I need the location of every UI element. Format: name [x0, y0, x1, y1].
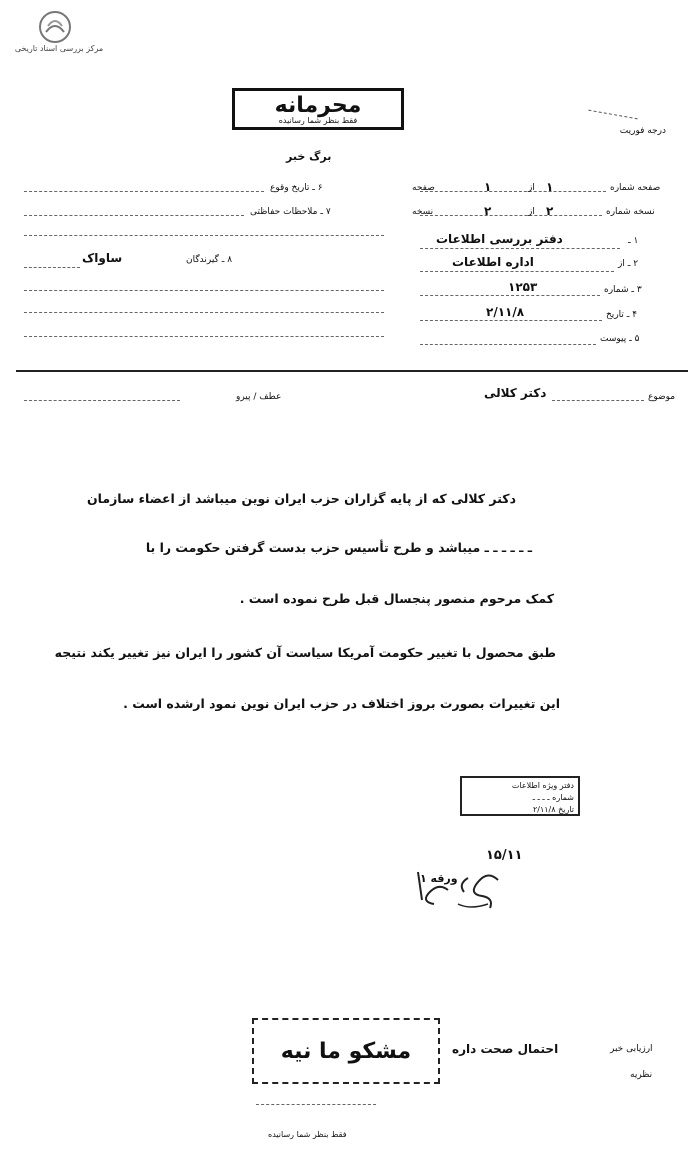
field-line — [420, 271, 614, 272]
field-suffix: صفحه — [412, 183, 435, 193]
body-line-5: این تغییرات بصورت بروز اختلاف در حزب ایران نوین نمود ارشده است . — [123, 696, 560, 711]
field-value-from: اداره اطلاعات — [452, 255, 534, 269]
field-value-date: ۲/۱۱/۸ — [486, 305, 525, 319]
signature-text: ورقه ۱ — [420, 872, 458, 885]
stamp-title: محرمانه — [274, 92, 362, 118]
field-label-from: ۲ ـ از — [618, 259, 639, 269]
field-label-page: صفحه شماره — [610, 183, 661, 193]
bottom-stamp-text: مشکو ما نیه — [280, 1038, 412, 1064]
field-line — [420, 295, 600, 296]
receipt-line-3: تاریخ ۲/۱۱/۸ — [532, 805, 574, 814]
field-label-1: ۱ ـ — [628, 236, 639, 246]
classification-stamp — [232, 88, 404, 130]
body-line-1: دکتر کلالی که از پایه گزاران حزب ایران نوین میباشد از اعضاء سازمان — [86, 491, 516, 506]
field-value-of: ۲ — [484, 204, 492, 218]
field-line — [420, 344, 596, 345]
form-title: برگ خبر — [286, 150, 332, 163]
handwritten-signature-icon — [398, 860, 538, 920]
field-line — [420, 320, 602, 321]
subject-value: دکتر کلالی — [484, 386, 547, 400]
opinion-label: نظریه — [630, 1070, 653, 1080]
field-line — [420, 191, 606, 192]
field-label-copy: نسخه شماره — [606, 207, 655, 217]
field-line — [420, 248, 620, 249]
subject-label: موضوع — [648, 392, 676, 402]
evaluation-label: احتمال صحت داره — [452, 1042, 559, 1056]
receipt-stamp — [460, 776, 580, 816]
field-line — [24, 290, 384, 291]
field-line — [24, 235, 384, 236]
field-label-of: از — [528, 183, 535, 193]
degree-label: درجه فوریت — [619, 126, 666, 136]
field-suffix: نسخه — [412, 207, 434, 217]
field-label-recipients: ۸ ـ گیرندگان — [186, 255, 233, 265]
body-line-2: ـ ـ ـ ـ ـ ـ میباشد و طرح تأسیس حزب بدست گرفتن حکومت را با — [145, 540, 532, 555]
field-line — [420, 215, 602, 216]
body-line-4: طبق محصول با تغییر حکومت آمریکا سیاست آن کشور را ایران نیز تغییر یکند نتیجه — [54, 645, 556, 660]
field-label-of: از — [528, 207, 535, 217]
field-line — [24, 312, 384, 313]
field-value-copy: ۲ — [546, 204, 554, 218]
degree-underline — [588, 110, 637, 120]
watermark-text: مرکز بررسی اسناد تاریخی — [14, 44, 104, 53]
field-label-attachment: ۵ ـ پیوست — [600, 334, 640, 344]
field-label-number: ۳ ـ شماره — [604, 285, 642, 295]
field-line — [24, 267, 80, 268]
field-value-recipients: ساواک — [82, 251, 123, 265]
body-line-3: کمک مرحوم منصور پنجسال قبل طرح نموده است . — [239, 591, 554, 606]
bottom-stamp — [252, 1018, 440, 1084]
field-value-to: دفتر بررسی اطلاعات — [436, 232, 563, 246]
field-label-date: ۴ ـ تاریخ — [606, 310, 638, 320]
field-line — [24, 191, 264, 192]
field-line — [24, 215, 244, 216]
receipt-line-1: دفتر ویژه اطلاعات — [511, 781, 574, 790]
header-divider — [16, 370, 688, 372]
stamp-subtitle: فقط بنظر شما رسانیده — [278, 115, 358, 125]
signature-date: ۱۵/۱۱ — [486, 848, 523, 863]
reference-label: عطف / پیرو — [236, 392, 282, 402]
footer-line — [256, 1104, 376, 1105]
receipt-line-2: شماره ـ ـ ـ ـ — [532, 793, 574, 802]
evaluation-right-label: ارزیابی خبر — [610, 1044, 653, 1054]
field-label-occurrence: ۶ ـ تاریخ وقوع — [270, 183, 323, 193]
field-value-of: ۱ — [484, 180, 492, 194]
field-value-number: ۱۲۵۳ — [508, 280, 538, 294]
bottom-note: فقط بنظر شما رسانیده — [268, 1130, 347, 1139]
field-line — [552, 400, 644, 401]
field-value-page: ۱ — [546, 180, 554, 194]
field-label-security: ۷ ـ ملاحظات حفاظتی — [250, 207, 331, 217]
book-emblem-icon — [38, 10, 72, 44]
field-line — [24, 336, 384, 337]
field-line — [24, 400, 180, 401]
